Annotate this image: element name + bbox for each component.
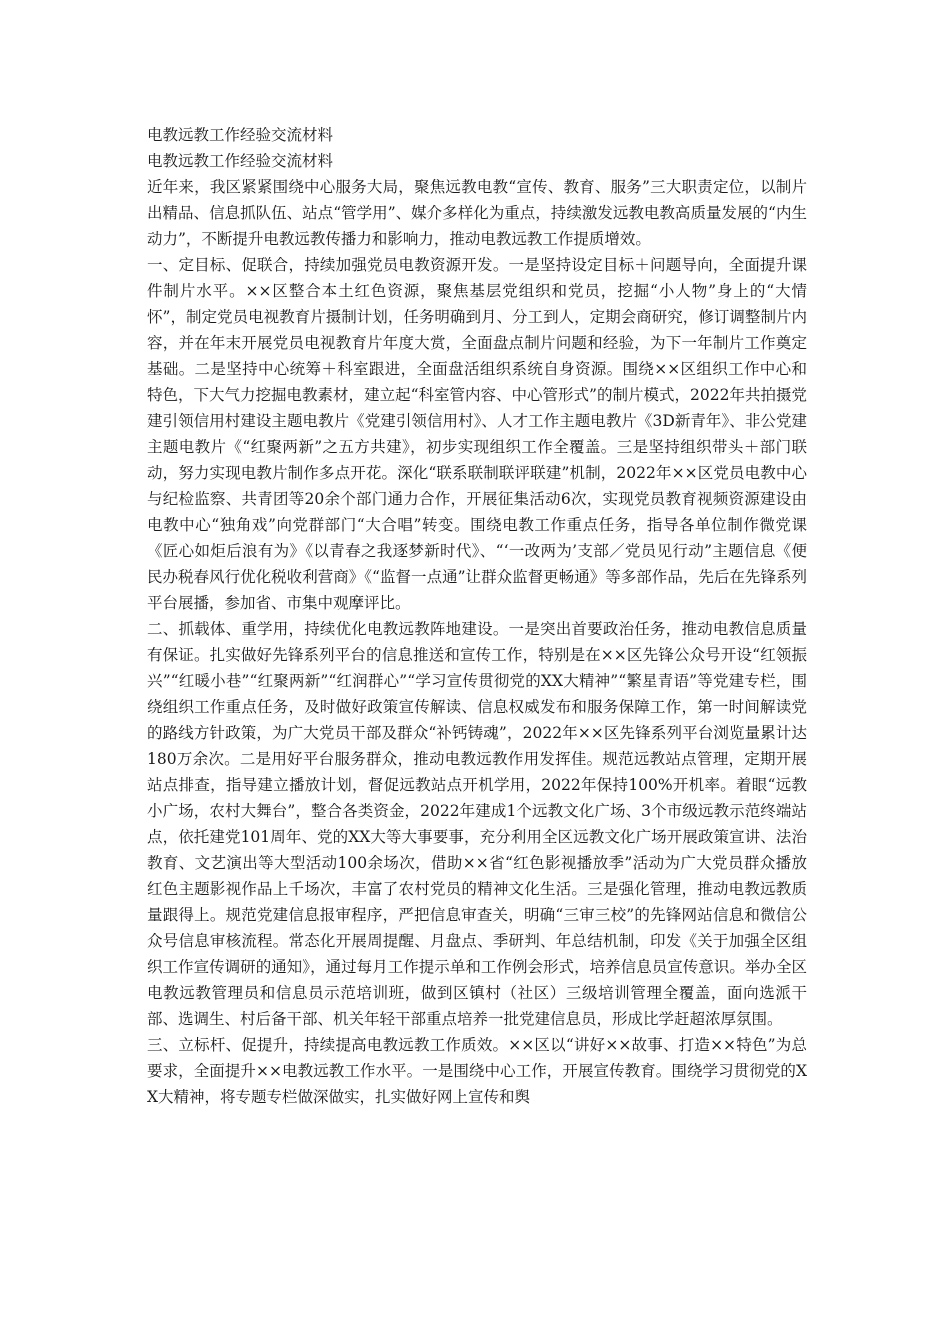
section-one-paragraph: 一、定目标、促联合，持续加强党员电教资源开发。一是坚持设定目标＋问题导向，全面提升课件制片水平。××区整合本土红色资源，聚焦基层党组织和党员，挖掘“小人物”身上的“大情怀”，制定党员电视教育片摄制计划，任务明确到月、分工到人，定期会商研究，修订调整制片内容，并在年末开展党员电视教育片年度大赏，全面盘点制片问题和经验，为下一年制片工作奠定基础。二是坚持中心统筹＋科室跟进，全面盘活组织系统自身资源。围绕××区组织工作中心和特色，下大气力挖掘电教素材，建立起“科室管内容、中心管形式”的制片模式，2022年共拍摄党建引领信用村建设主题电教片《党建引领信用村》、人才工作主题电教片《3D新青年》、非公党建主题电教片《“红聚两新”之五方共建》，初步实现组织工作全覆盖。三是坚持组织带头＋部门联动，努力实现电教片制作多点开花。深化“联系联制联评联建”机制，2022年××区党员电教中心与纪检监察、共青团等20余个部门通力合作，开展征集活动6次，实现党员教育视频资源建设由电教中心“独角戏”向党群部门“大合唱”转变。围绕电教工作重点任务，指导各单位制作微党课《匠心如炬后浪有为》《以青春之我逐梦新时代》、“‘一改两为’支部／党员见行动”主题信息《便民办税春风行优化税收利营商》《“监督一点通”让群众监督更畅通》等多部作品，先后在先锋系列平台展播，参加省、市集中观摩评比。: [147, 256, 807, 612]
document-subtitle: 电教远教工作经验交流材料: [147, 152, 334, 170]
section-two-paragraph: 二、抓载体、重学用，持续优化电教远教阵地建设。一是突出首要政治任务，推动电教信息质量有保证。扎实做好先锋系列平台的信息推送和宣传工作，特别是在××区先锋公众号开设“红领振兴”“红暖小巷”“红聚两新”“红润群心”“学习宣传贯彻党的XX大精神”“繁星青语”等党建专栏，围绕组织工作重点任务，及时做好政策宣传解读、信息权威发布和服务保障工作，第一时间解读党的路线方针政策，为广大党员干部及群众“补钙铸魂”，2022年××区先锋系列平台浏览量累计达180万余次。二是用好平台服务群众，推动电教远教作用发挥佳。规范远教站点管理，定期开展站点排查，指导建立播放计划，督促远教站点开机学用，2022年保持100%开机率。着眼“远教小广场，农村大舞台”，整合各类资金，2022年建成1个远教文化广场、3个市级远教示范终端站点，依托建党101周年、党的XX大等大事要事，充分利用全区远教文化广场开展政策宣讲、法治教育、文艺演出等大型活动100余场次，借助××省“红色影视播放季”活动为广大党员群众播放红色主题影视作品上千场次，丰富了农村党员的精神文化生活。三是强化管理，推动电教远教质量跟得上。规范党建信息报审程序，严把信息审查关，明确“三审三校”的先锋网站信息和微信公众号信息审核流程。常态化开展周提醒、月盘点、季研判、年总结机制，印发《关于加强全区组织工作宣传调研的通知》，通过每月工作提示单和工作例会形式，培养信息员宣传意识。举办全区电教远教管理员和信息员示范培训班，做到区镇村（社区）三级培训管理全覆盖，面向选派干部、选调生、村后备干部、机关年轻干部重点培养一批党建信息员，形成比学赶超浓厚氛围。: [147, 620, 807, 1028]
document-page: [147, 122, 807, 1110]
intro-paragraph: 近年来，我区紧紧围绕中心服务大局，聚焦远教电教“宣传、教育、服务”三大职责定位，以制片出精品、信息抓队伍、站点“管学用”、媒介多样化为重点，持续激发远教电教高质量发展的“内生动力”，不断提升电教远教传播力和影响力，推动电教远教工作提质增效。: [147, 178, 807, 248]
section-three-paragraph: 三、立标杆、促提升，持续提高电教远教工作质效。××区以“讲好××故事、打造××特色”为总要求，全面提升××电教远教工作水平。一是围绕中心工作，开展宣传教育。围绕学习贯彻党的XX大精神，将专题专栏做深做实，扎实做好网上宣传和舆: [147, 1036, 807, 1106]
document-title: 电教远教工作经验交流材料: [147, 126, 334, 144]
